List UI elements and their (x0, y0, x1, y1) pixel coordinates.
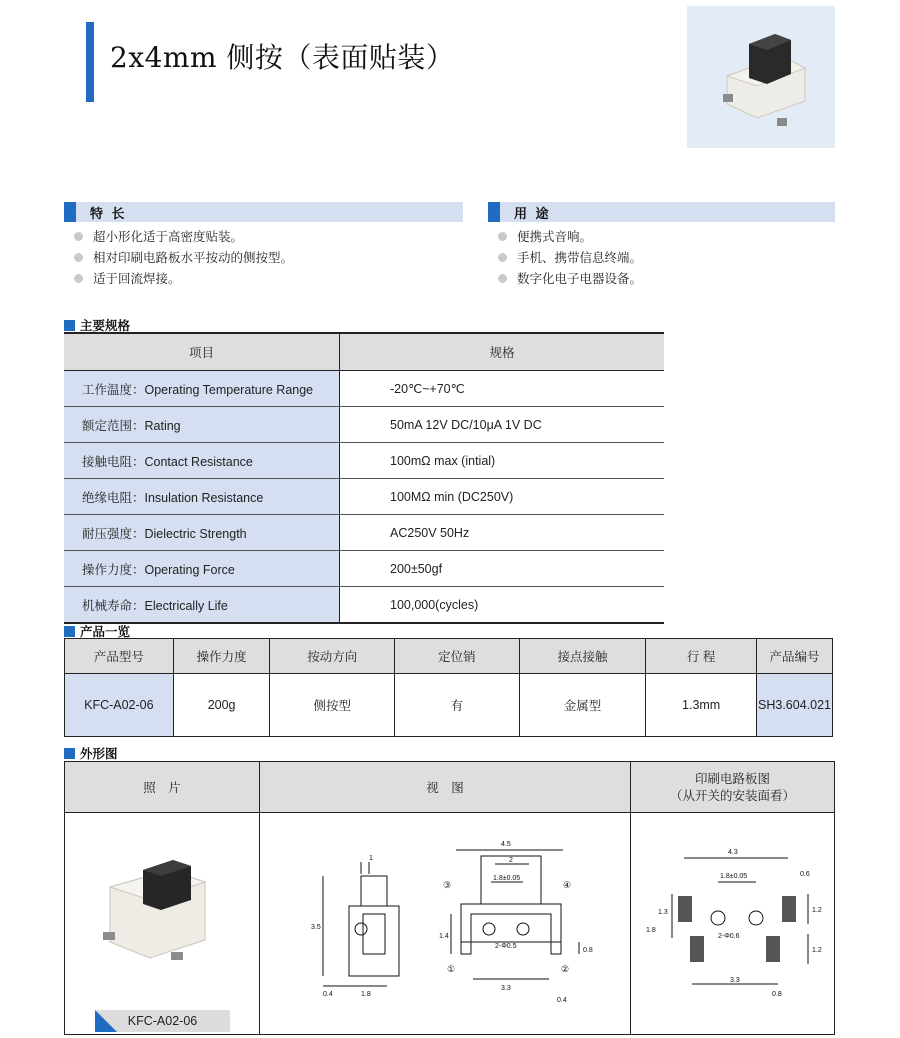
list-item: 相对印刷电路板水平按动的侧按型。 (72, 247, 293, 268)
pcb-pad (766, 936, 780, 962)
table-row: 额定范围：Rating 50mA 12V DC/10μA 1V DC (64, 407, 664, 443)
table-row: 接触电阻：Contact Resistance 100mΩ max (intial) (64, 443, 664, 479)
product-photo-box (687, 6, 835, 148)
svg-text:1.2: 1.2 (812, 907, 822, 914)
page-title: 2x4mm 侧按（表面贴装） (110, 41, 455, 74)
table-row: 绝缘电阻：Insulation Resistance 100MΩ min (DC250V) (64, 479, 664, 515)
bullet-icon (498, 274, 507, 283)
switch-photo (95, 852, 235, 972)
features-list (72, 226, 293, 289)
svg-text:1.2: 1.2 (812, 947, 822, 954)
col-item-header: 项目 (64, 333, 340, 371)
features-header (64, 202, 463, 222)
model-label: KFC-A02-06 (95, 1010, 230, 1032)
bullet-icon (74, 274, 83, 283)
svg-text:0.8: 0.8 (583, 947, 593, 954)
section-marker (64, 202, 76, 222)
table-row: 工作温度：Operating Temperature Range -20℃~+70℃ (64, 371, 664, 407)
svg-text:1.3: 1.3 (658, 909, 668, 916)
svg-text:1.8±0.05: 1.8±0.05 (493, 875, 521, 882)
features-heading: 特 长 (90, 206, 127, 222)
svg-text:2-Φ0.6: 2-Φ0.6 (718, 933, 740, 940)
view-col-header: 视 图 (260, 762, 630, 813)
table-row: 耐压强度：Dielectric Strength AC250V 50Hz (64, 515, 664, 551)
svg-text:①: ① (447, 964, 456, 974)
outline-table (64, 761, 835, 1035)
svg-text:3.3: 3.3 (501, 985, 511, 992)
uses-list (496, 226, 642, 289)
svg-text:④: ④ (563, 880, 572, 890)
uses-heading: 用 途 (514, 206, 551, 222)
svg-text:②: ② (561, 964, 570, 974)
svg-text:2-Φ0.5: 2-Φ0.5 (495, 943, 517, 950)
svg-text:0.4: 0.4 (557, 997, 567, 1004)
svg-text:③: ③ (443, 880, 452, 890)
svg-text:1.8: 1.8 (646, 927, 656, 934)
table-header-row (64, 333, 664, 371)
svg-text:3.3: 3.3 (730, 977, 740, 984)
specs-header: 主要规格 (64, 316, 130, 334)
switch-photo-small (687, 6, 835, 148)
section-marker (64, 320, 75, 331)
svg-text:0.6: 0.6 (800, 871, 810, 878)
photo-col-header: 照 片 (65, 762, 259, 813)
svg-text:1.8: 1.8 (361, 991, 371, 998)
col-spec-header: 规格 (340, 333, 665, 371)
column-divider (630, 762, 631, 1034)
list-item: 数字化电子电器设备。 (496, 268, 642, 289)
bullet-icon (498, 232, 507, 241)
table-row: 机械寿命：Electrically Life 100,000(cycles) (64, 587, 664, 624)
table-row: 操作力度：Operating Force 200±50gf (64, 551, 664, 587)
svg-text:1.8±0.05: 1.8±0.05 (720, 873, 748, 880)
bullet-icon (74, 232, 83, 241)
view-drawing (261, 814, 629, 1032)
pcb-pad (678, 896, 692, 922)
section-marker (64, 748, 75, 759)
outline-header: 外形图 (64, 744, 118, 762)
list-item: 适于回流焊接。 (72, 268, 293, 289)
specs-table (64, 332, 664, 624)
svg-text:4.3: 4.3 (728, 849, 738, 856)
pcb-pad (690, 936, 704, 962)
svg-text:0.8: 0.8 (772, 991, 782, 998)
products-header: 产品一览 (64, 622, 130, 640)
svg-text:1.4: 1.4 (439, 933, 449, 940)
bullet-icon (74, 253, 83, 262)
products-table (64, 638, 833, 737)
svg-text:3.5: 3.5 (311, 924, 321, 931)
list-item: 手机、携带信息终端。 (496, 247, 642, 268)
pcb-pad (782, 896, 796, 922)
list-item: 便携式音响。 (496, 226, 642, 247)
pcb-drawing (632, 814, 832, 1032)
section-marker (488, 202, 500, 222)
svg-text:4.5: 4.5 (501, 841, 511, 848)
bullet-icon (498, 253, 507, 262)
table-header-row: 产品型号 操作力度 按动方向 定位销 接点接触 行 程 产品编号 (65, 639, 833, 674)
list-item: 超小形化适于高密度贴装。 (72, 226, 293, 247)
column-divider (259, 762, 260, 1034)
model-label-accent (95, 1010, 117, 1032)
pcb-col-header: 印刷电路板图 （从开关的安装面看） (631, 762, 834, 813)
section-marker (64, 626, 75, 637)
title-accent-bar (86, 22, 94, 102)
svg-text:2: 2 (509, 857, 513, 864)
svg-text:0.4: 0.4 (323, 991, 333, 998)
svg-text:1: 1 (369, 855, 373, 862)
table-row: KFC-A02-06 200g 侧按型 有 金属型 1.3mm SH3.604.021 (65, 674, 833, 737)
uses-header (488, 202, 835, 222)
